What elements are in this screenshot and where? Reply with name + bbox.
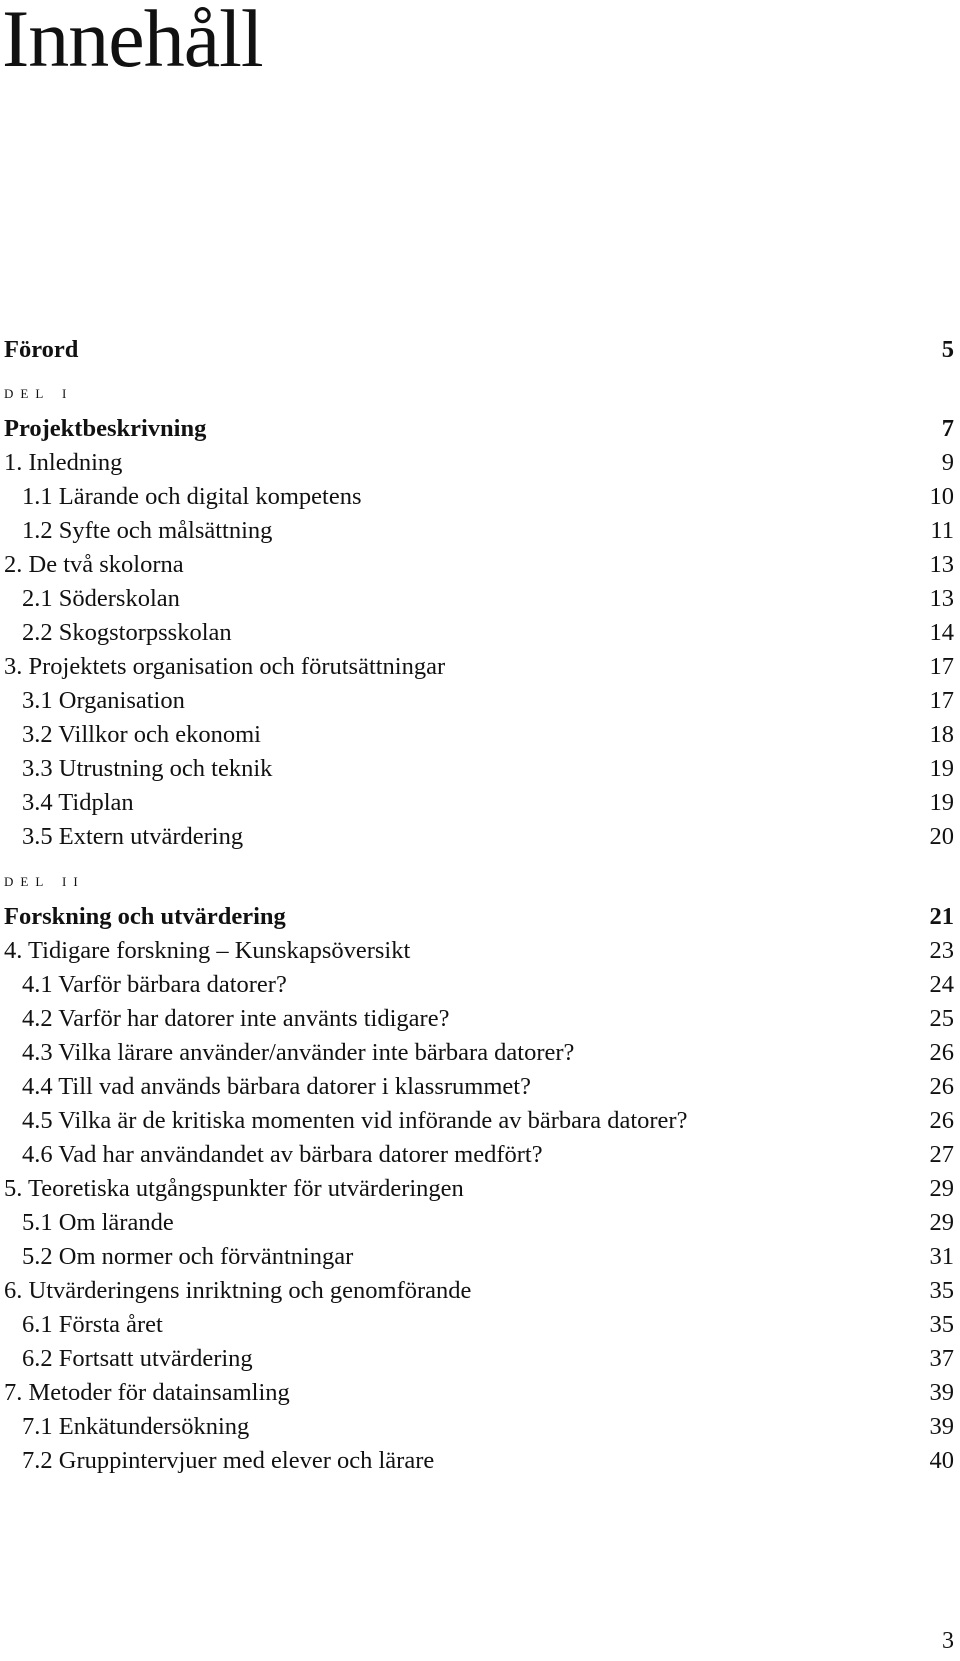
- toc-entry-label: 3.2 Villkor och ekonomi: [22, 721, 261, 748]
- part-label-2: del ii: [4, 870, 85, 891]
- toc-entry-label: 4. Tidigare forskning – Kunskapsöversikt: [4, 937, 411, 964]
- toc-entry[interactable]: [0, 786, 960, 820]
- toc-entry-page: 23: [929, 937, 954, 964]
- toc-entry[interactable]: [0, 1002, 960, 1036]
- toc-entry-page: 26: [929, 1039, 954, 1066]
- toc-entry-page: 14: [929, 619, 954, 646]
- toc-entry[interactable]: [0, 1240, 960, 1274]
- toc-entry[interactable]: [0, 1036, 960, 1070]
- toc-entry-label: 4.3 Vilka lärare använder/använder inte bärbara datorer?: [22, 1039, 575, 1066]
- toc-entry-label: 4.5 Vilka är de kritiska momenten vid införande av bärbara datorer?: [22, 1107, 688, 1134]
- toc-entry[interactable]: [0, 514, 960, 548]
- part-label-1: del i: [4, 382, 74, 403]
- toc-entry-label: 1.2 Syfte och målsättning: [22, 517, 273, 544]
- toc-entry-page: 35: [929, 1277, 954, 1304]
- toc-entry-page: 17: [929, 653, 954, 680]
- toc-entry-page: 29: [929, 1175, 954, 1202]
- toc-entry-label: 3.4 Tidplan: [22, 789, 134, 816]
- toc-entry-page: 26: [929, 1073, 954, 1100]
- toc-entry-label: Forskning och utvärdering: [4, 903, 286, 930]
- toc-entry-label: 5.1 Om lärande: [22, 1209, 174, 1236]
- toc-entry[interactable]: [0, 1104, 960, 1138]
- toc-entry-page: 13: [929, 551, 954, 578]
- toc-entry-label: 1. Inledning: [4, 449, 123, 476]
- toc-entry-page: 39: [929, 1379, 954, 1406]
- toc-entry-page: 20: [929, 823, 954, 850]
- toc-entry[interactable]: [0, 446, 960, 480]
- toc-entry[interactable]: [0, 650, 960, 684]
- toc-entry[interactable]: [0, 752, 960, 786]
- toc-entry-label: Förord: [4, 336, 79, 363]
- toc-entry-page: 21: [929, 903, 954, 930]
- toc-entry[interactable]: [0, 1070, 960, 1104]
- toc-entry-forord[interactable]: [0, 333, 960, 367]
- toc-entry[interactable]: [0, 1172, 960, 1206]
- toc-entry-page: 13: [929, 585, 954, 612]
- toc-entry-page: 5: [941, 336, 954, 363]
- toc-entry[interactable]: [0, 718, 960, 752]
- page-number: 3: [942, 1628, 954, 1654]
- toc-entry-page: 19: [929, 755, 954, 782]
- toc-entry[interactable]: [0, 820, 960, 854]
- toc-entry[interactable]: [0, 1308, 960, 1342]
- toc-entry-page: 18: [929, 721, 954, 748]
- toc-entry-label: 4.6 Vad har användandet av bärbara datorer medfört?: [22, 1141, 543, 1168]
- toc-entry[interactable]: [0, 1342, 960, 1376]
- toc-entry-label: 4.4 Till vad används bärbara datorer i klassrummet?: [22, 1073, 531, 1100]
- toc-entry-page: 31: [929, 1243, 954, 1270]
- toc-entry[interactable]: [0, 968, 960, 1002]
- toc-entry-page: 10: [929, 483, 954, 510]
- toc-entry-forskning[interactable]: [0, 900, 960, 934]
- toc-entry-label: 5.2 Om normer och förväntningar: [22, 1243, 354, 1270]
- toc-entry-page: 19: [929, 789, 954, 816]
- toc-entry-label: 6.1 Första året: [22, 1311, 163, 1338]
- toc-entry-label: 4.1 Varför bärbara datorer?: [22, 971, 287, 998]
- toc-entry[interactable]: [0, 1444, 960, 1478]
- toc-entry-label: 3.1 Organisation: [22, 687, 185, 714]
- toc-entry-page: 27: [929, 1141, 954, 1168]
- toc-entry-page: 37: [929, 1345, 954, 1372]
- toc-entry[interactable]: [0, 616, 960, 650]
- toc-entry-label: 3.3 Utrustning och teknik: [22, 755, 273, 782]
- toc-entry[interactable]: [0, 1206, 960, 1240]
- toc-entry-label: 2. De två skolorna: [4, 551, 184, 578]
- toc-entry-page: 24: [929, 971, 954, 998]
- toc-entry-label: 3. Projektets organisation och förutsättningar: [4, 653, 446, 680]
- page-title: Innehåll: [2, 0, 263, 84]
- toc-entry-page: 40: [929, 1447, 954, 1474]
- toc-entry-page: 11: [930, 517, 954, 544]
- toc-entry[interactable]: [0, 1138, 960, 1172]
- toc-entry[interactable]: [0, 1274, 960, 1308]
- toc-entry[interactable]: [0, 480, 960, 514]
- toc-entry[interactable]: [0, 684, 960, 718]
- toc-entry-label: 4.2 Varför har datorer inte använts tidigare?: [22, 1005, 450, 1032]
- toc-entry-page: 29: [929, 1209, 954, 1236]
- toc-entry-label: 1.1 Lärande och digital kompetens: [22, 483, 362, 510]
- toc-entry-label: 2.2 Skogstorpsskolan: [22, 619, 232, 646]
- toc-entry-page: 35: [929, 1311, 954, 1338]
- toc-entry-page: 25: [929, 1005, 954, 1032]
- toc-entry-page: 9: [941, 449, 954, 476]
- toc-entry[interactable]: [0, 1410, 960, 1444]
- toc-entry-label: 7.1 Enkätundersökning: [22, 1413, 250, 1440]
- toc-entry-label: 6.2 Fortsatt utvärdering: [22, 1345, 253, 1372]
- toc-entry-projektbeskrivning[interactable]: [0, 412, 960, 446]
- toc-entry-label: 7. Metoder för datainsamling: [4, 1379, 290, 1406]
- toc-entry-page: 7: [941, 415, 954, 442]
- toc-entry[interactable]: [0, 548, 960, 582]
- toc-entry-label: 5. Teoretiska utgångspunkter för utvärderingen: [4, 1175, 464, 1202]
- toc-entry[interactable]: [0, 582, 960, 616]
- toc-entry[interactable]: [0, 1376, 960, 1410]
- toc-entry[interactable]: [0, 934, 960, 968]
- toc-entry-label: 3.5 Extern utvärdering: [22, 823, 244, 850]
- toc-entry-label: 6. Utvärderingens inriktning och genomförande: [4, 1277, 472, 1304]
- toc-entry-label: 7.2 Gruppintervjuer med elever och lärare: [22, 1447, 435, 1474]
- toc-entry-page: 39: [929, 1413, 954, 1440]
- toc-entry-page: 17: [929, 687, 954, 714]
- toc-entry-page: 26: [929, 1107, 954, 1134]
- toc-entry-label: Projektbeskrivning: [4, 415, 207, 442]
- toc-entry-label: 2.1 Söderskolan: [22, 585, 180, 612]
